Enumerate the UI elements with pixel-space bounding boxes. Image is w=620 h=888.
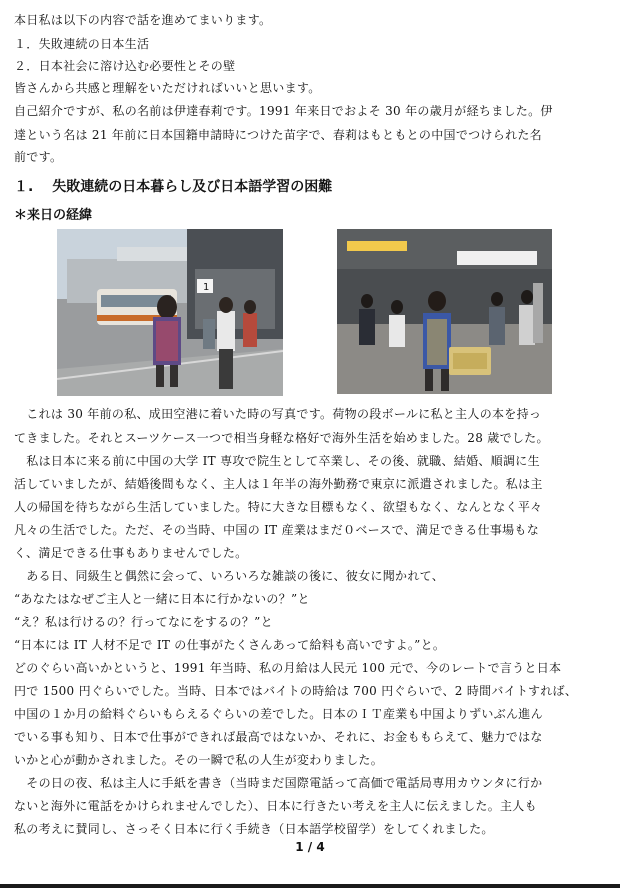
intro-line: 本日私は以下の内容で話を進めてまいります。 xyxy=(14,13,272,27)
intro-list-item-1: １．失敗連続の日本生活 xyxy=(14,37,150,51)
body-line: 私は日本に来る前に中国の大学 IT 専攻で院生として卒業し、その後、就職、結婚、順調に生 xyxy=(14,454,540,468)
body-line: どのぐらい高いかというと、1991 年当時、私の月給は人民元 100 元で、今のレートで言うと日本 xyxy=(14,661,562,675)
body-line: 中国の１か月の給料ぐらいもらえるぐらいの差でした。日本のＩＴ産業も中国よりずいぶん進ん xyxy=(14,707,543,721)
body-line: 人の帰国を待ちながら生活していました。特に大きな目標もなく、欲望もなく、なんとなく平々 xyxy=(14,500,543,514)
intro-line: 達という名は 21 年前に日本国籍申請時につけた苗字で、春莉はもともとの中国でつけられた名 xyxy=(14,128,542,142)
page-number: 1 / 4 xyxy=(295,840,325,854)
body-line: 凡々の生活でした。ただ、その当時、中国の IT 産業はまだ０ベースで、満足できる仕事場もな xyxy=(14,523,540,537)
photo-airport-interior-image xyxy=(337,229,552,394)
photo-airport-interior xyxy=(337,229,552,394)
section-heading: １. 失敗連続の日本暮らし及び日本語学習の困難 xyxy=(14,179,333,195)
body-line: てきました。それとスーツケース一つで相当身軽な格好で海外生活を始めました。28 歳でした。 xyxy=(14,431,549,445)
photo-sign-number: 1 xyxy=(203,282,210,293)
dialogue-line: “あなたはなぜご主人と一緒に日本に行かないの？”と xyxy=(14,592,310,606)
dialogue-line: “え？私は行けるの？行ってなにをするの？”と xyxy=(14,615,273,629)
body-line: く、満足できる仕事もありませんでした。 xyxy=(14,546,248,560)
body-line: ないと海外に電話をかけられませんでした）、日本に行きたい考えを主人に伝えました。主人も xyxy=(14,799,537,813)
body-line: 活していましたが、結婚後間もなく、主人は１年半の海外勤務で東京に派遣されました。私は主 xyxy=(14,477,543,491)
intro-line: 皆さんから共感と理解をいただければいいと思います。 xyxy=(14,81,321,95)
subheading: ＊来日の経緯 xyxy=(14,208,93,223)
body-line: 円で 1500 円ぐらいでした。当時、日本ではバイトの時給は 700 円ぐらいで、2 時間バイトすれば、 xyxy=(14,684,578,698)
body-line: でいる事も知り、日本で仕事ができれば最高ではないか、それに、お金ももらえて、魅力ではな xyxy=(14,730,543,744)
intro-line: 前です。 xyxy=(14,150,63,164)
body-line: その日の夜、私は主人に手紙を書き（当時まだ国際電話って高価で電話局専用カウンタに行か xyxy=(14,776,543,790)
body-line: ある日、同級生と偶然に会って、いろいろな雑談の後に、彼女に聞かれて、 xyxy=(14,569,445,583)
intro-line: 自己紹介ですが、私の名前は伊達春莉です。1991 年来日でおよそ 30 年の歳月が経ちました。伊 xyxy=(14,104,553,118)
dialogue-line: “日本には IT 人材不足で IT の仕事がたくさんあって給料も高いですよ。”と。 xyxy=(14,638,446,652)
page-bottom-border xyxy=(0,884,620,888)
intro-list-item-2: ２．日本社会に溶け込む必要性とその壁 xyxy=(14,59,236,73)
body-line: これは 30 年前の私、成田空港に着いた時の写真です。荷物の段ボールに私と主人の本を持っ xyxy=(14,407,542,421)
photo-airport-exterior xyxy=(57,229,283,396)
body-line: いかと心が動かされました。その一瞬で私の人生が変わりました。 xyxy=(14,753,384,767)
photo-airport-exterior-image xyxy=(57,229,283,396)
body-line: 私の考えに賛同し、さっそく日本に行く手続き（日本語学校留学）をしてくれました。 xyxy=(14,822,494,836)
